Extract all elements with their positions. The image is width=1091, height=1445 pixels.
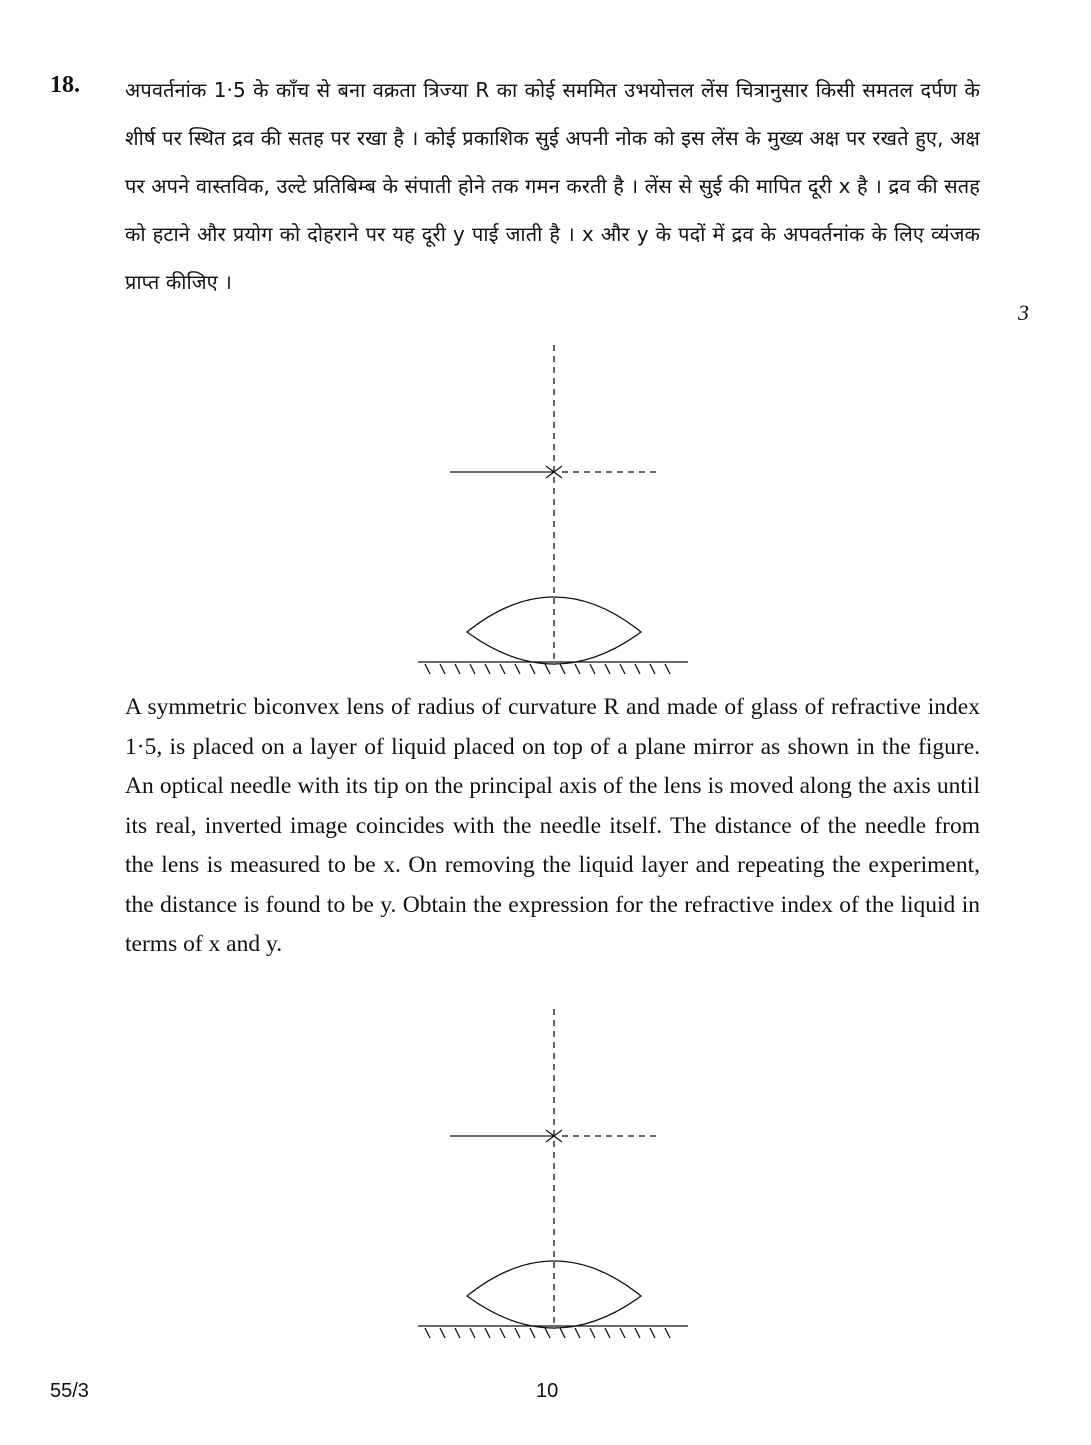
mirror-hatching [425, 1328, 670, 1338]
marks-label: 3 [1018, 300, 1029, 325]
question-number: 18. [50, 72, 80, 98]
lens-mirror-figure-hindi [0, 340, 1091, 680]
mirror-hatching [425, 664, 670, 674]
page-number: 10 [536, 1380, 559, 1402]
paper-code: 55/3 [50, 1380, 89, 1402]
question-text-english: A symmetric biconvex lens of radius of curvature R and made of glass of refractive index 1·5, is placed on a layer of liquid placed on top of a plane mirror as shown in the figure. An optical needle with its tip on the principal axis of the lens is moved along the axis until its real, inverted image coincides with the needle itself. The distance of the needle from the lens is measured to be x. On removing the liquid layer and repeating the experiment, the distance is found to be y. Obtain the expression for the refractive index of the liquid in terms of x and y. [125, 694, 980, 957]
question-text-hindi: अपवर्तनांक 1·5 के काँच से बना वक्रता त्रिज्या R का कोई सममित उभयोत्तल लेंस चित्रानुसार किसी समतल दर्पण के शीर्ष पर स्थित द्रव की सतह पर रखा है । कोई प्रकाशिक सुई अपनी नोक को इस लेंस के मुख्य अक्ष पर रखते हुए, अक्ष पर अपने वास्तविक, उल्टे प्रतिबिम्ब के संपाती होने तक गमन करती है । लेंस से सुई की मापित दूरी x है । द्रव की सतह को हटाने और प्रयोग को दोहराने पर यह दूरी y पाई जाती है । x और y के पदों में द्रव के अपवर्तनांक के लिए व्यंजक प्राप्त कीजिए । [125, 78, 980, 294]
lens-mirror-figure-english [0, 1004, 1091, 1344]
